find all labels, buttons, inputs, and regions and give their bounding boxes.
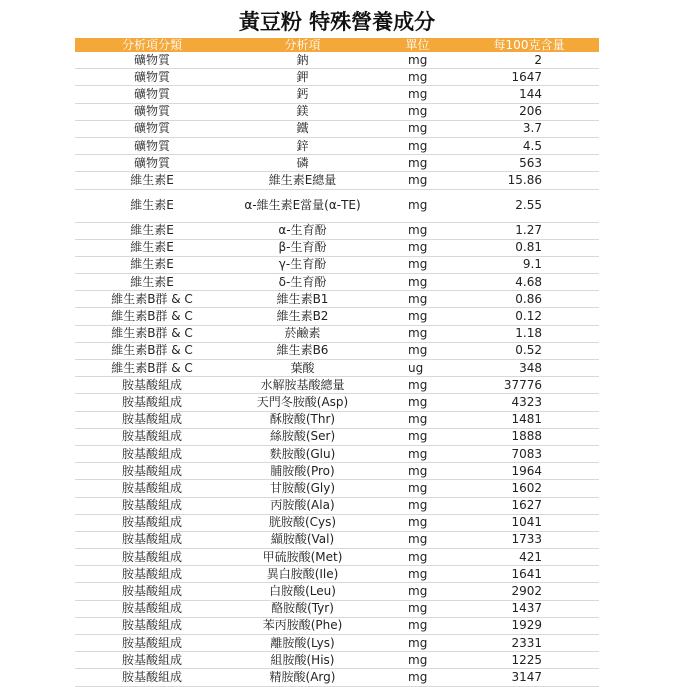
unit-cell: mg	[376, 137, 459, 154]
category-cell: 胺基酸組成	[75, 480, 229, 497]
unit-cell: mg	[376, 256, 459, 273]
table-row	[75, 155, 599, 172]
amount-cell: 0.12	[459, 308, 599, 325]
item-cell: δ-生育酚	[229, 274, 376, 291]
item-cell: 鋅	[229, 137, 376, 154]
amount-cell: 4323	[459, 394, 599, 411]
unit-cell: mg	[376, 411, 459, 428]
category-cell: 維生素E	[75, 256, 229, 273]
header-row	[75, 38, 599, 52]
header-item: 分析項	[229, 38, 376, 52]
category-cell: 胺基酸組成	[75, 566, 229, 583]
category-cell: 胺基酸組成	[75, 600, 229, 617]
unit-cell: mg	[376, 549, 459, 566]
unit-cell: mg	[376, 428, 459, 445]
unit-cell: mg	[376, 342, 459, 359]
table-row	[75, 291, 599, 308]
category-cell: 維生素B群 & C	[75, 342, 229, 359]
item-cell: 天門冬胺酸(Asp)	[229, 394, 376, 411]
category-cell: 胺基酸組成	[75, 669, 229, 686]
category-cell: 胺基酸組成	[75, 617, 229, 634]
unit-cell: mg	[376, 617, 459, 634]
category-cell: 胺基酸組成	[75, 394, 229, 411]
amount-cell: 1929	[459, 617, 599, 634]
unit-cell: mg	[376, 480, 459, 497]
item-cell: 脯胺酸(Pro)	[229, 463, 376, 480]
category-cell: 礦物質	[75, 155, 229, 172]
item-cell: 異白胺酸(Ile)	[229, 566, 376, 583]
table-row	[75, 497, 599, 514]
amount-cell: 348	[459, 360, 599, 377]
item-cell: 酪胺酸(Tyr)	[229, 600, 376, 617]
table-header	[75, 38, 599, 52]
amount-cell: 15.86	[459, 172, 599, 189]
item-cell: 白胺酸(Leu)	[229, 583, 376, 600]
unit-cell: ug	[376, 360, 459, 377]
item-cell: 維生素E總量	[229, 172, 376, 189]
unit-cell: mg	[376, 308, 459, 325]
unit-cell: mg	[376, 377, 459, 394]
unit-cell: mg	[376, 652, 459, 669]
item-cell: 精胺酸(Arg)	[229, 669, 376, 686]
table-row	[75, 635, 599, 652]
amount-cell: 7083	[459, 445, 599, 462]
unit-cell: mg	[376, 445, 459, 462]
category-cell: 維生素E	[75, 189, 229, 222]
amount-cell: 1602	[459, 480, 599, 497]
category-cell: 胺基酸組成	[75, 497, 229, 514]
table-row	[75, 583, 599, 600]
table-row	[75, 428, 599, 445]
item-cell: 菸鹼素	[229, 325, 376, 342]
unit-cell: mg	[376, 635, 459, 652]
table-row	[75, 566, 599, 583]
amount-cell: 0.81	[459, 239, 599, 256]
table-row	[75, 463, 599, 480]
table-row	[75, 52, 599, 69]
amount-cell: 3147	[459, 669, 599, 686]
item-cell: 維生素B1	[229, 291, 376, 308]
table-row	[75, 411, 599, 428]
category-cell: 維生素E	[75, 172, 229, 189]
amount-cell: 0.52	[459, 342, 599, 359]
amount-cell: 3.7	[459, 120, 599, 137]
amount-cell: 144	[459, 86, 599, 103]
amount-cell: 1.27	[459, 222, 599, 239]
item-cell: 甲硫胺酸(Met)	[229, 549, 376, 566]
unit-cell: mg	[376, 531, 459, 548]
unit-cell: mg	[376, 86, 459, 103]
amount-cell: 1225	[459, 652, 599, 669]
table-row	[75, 256, 599, 273]
amount-cell: 1.18	[459, 325, 599, 342]
unit-cell: mg	[376, 239, 459, 256]
item-cell: 磷	[229, 155, 376, 172]
table-row	[75, 480, 599, 497]
nutrition-table	[75, 38, 599, 687]
amount-cell: 2902	[459, 583, 599, 600]
item-cell: β-生育酚	[229, 239, 376, 256]
category-cell: 維生素B群 & C	[75, 291, 229, 308]
category-cell: 礦物質	[75, 86, 229, 103]
amount-cell: 1888	[459, 428, 599, 445]
table-row	[75, 69, 599, 86]
amount-cell: 0.86	[459, 291, 599, 308]
table-row	[75, 549, 599, 566]
item-cell: γ-生育酚	[229, 256, 376, 273]
amount-cell: 1481	[459, 411, 599, 428]
unit-cell: mg	[376, 120, 459, 137]
unit-cell: mg	[376, 52, 459, 69]
unit-cell: mg	[376, 566, 459, 583]
header-unit: 單位	[376, 38, 459, 52]
item-cell: 離胺酸(Lys)	[229, 635, 376, 652]
category-cell: 維生素E	[75, 222, 229, 239]
unit-cell: mg	[376, 103, 459, 120]
amount-cell: 421	[459, 549, 599, 566]
item-cell: 胱胺酸(Cys)	[229, 514, 376, 531]
table-row	[75, 222, 599, 239]
amount-cell: 2331	[459, 635, 599, 652]
header-category: 分析項分類	[75, 38, 229, 52]
unit-cell: mg	[376, 69, 459, 86]
item-cell: 組胺酸(His)	[229, 652, 376, 669]
item-cell: 苯丙胺酸(Phe)	[229, 617, 376, 634]
item-cell: 鐵	[229, 120, 376, 137]
table-row	[75, 445, 599, 462]
table-row	[75, 86, 599, 103]
amount-cell: 1041	[459, 514, 599, 531]
table-row	[75, 514, 599, 531]
category-cell: 礦物質	[75, 120, 229, 137]
table-row	[75, 342, 599, 359]
table-row	[75, 103, 599, 120]
table-row	[75, 531, 599, 548]
table-row	[75, 394, 599, 411]
unit-cell: mg	[376, 172, 459, 189]
category-cell: 胺基酸組成	[75, 652, 229, 669]
table-row	[75, 377, 599, 394]
unit-cell: mg	[376, 497, 459, 514]
category-cell: 維生素B群 & C	[75, 360, 229, 377]
category-cell: 維生素E	[75, 239, 229, 256]
category-cell: 維生素B群 & C	[75, 308, 229, 325]
amount-cell: 1627	[459, 497, 599, 514]
unit-cell: mg	[376, 274, 459, 291]
unit-cell: mg	[376, 463, 459, 480]
unit-cell: mg	[376, 155, 459, 172]
table-row	[75, 172, 599, 189]
table-row	[75, 308, 599, 325]
unit-cell: mg	[376, 291, 459, 308]
amount-cell: 37776	[459, 377, 599, 394]
item-cell: 葉酸	[229, 360, 376, 377]
category-cell: 維生素E	[75, 274, 229, 291]
item-cell: 維生素B2	[229, 308, 376, 325]
item-cell: 鈣	[229, 86, 376, 103]
category-cell: 胺基酸組成	[75, 635, 229, 652]
table-row	[75, 652, 599, 669]
unit-cell: mg	[376, 669, 459, 686]
amount-cell: 2.55	[459, 189, 599, 222]
unit-cell: mg	[376, 600, 459, 617]
amount-cell: 1641	[459, 566, 599, 583]
table-row	[75, 137, 599, 154]
category-cell: 維生素B群 & C	[75, 325, 229, 342]
amount-cell: 563	[459, 155, 599, 172]
unit-cell: mg	[376, 325, 459, 342]
category-cell: 礦物質	[75, 52, 229, 69]
category-cell: 胺基酸組成	[75, 445, 229, 462]
category-cell: 礦物質	[75, 69, 229, 86]
amount-cell: 1647	[459, 69, 599, 86]
amount-cell: 4.5	[459, 137, 599, 154]
item-cell: α-維生素E當量(α-TE)	[229, 189, 376, 222]
unit-cell: mg	[376, 189, 459, 222]
amount-cell: 1437	[459, 600, 599, 617]
category-cell: 礦物質	[75, 137, 229, 154]
table-row	[75, 120, 599, 137]
item-cell: 維生素B6	[229, 342, 376, 359]
item-cell: 鎂	[229, 103, 376, 120]
amount-cell: 1733	[459, 531, 599, 548]
item-cell: 丙胺酸(Ala)	[229, 497, 376, 514]
category-cell: 礦物質	[75, 103, 229, 120]
amount-cell: 206	[459, 103, 599, 120]
table-row	[75, 274, 599, 291]
table-row	[75, 600, 599, 617]
item-cell: 絲胺酸(Ser)	[229, 428, 376, 445]
table-row	[75, 617, 599, 634]
table-row	[75, 189, 599, 222]
category-cell: 胺基酸組成	[75, 514, 229, 531]
item-cell: α-生育酚	[229, 222, 376, 239]
table-row	[75, 360, 599, 377]
amount-cell: 2	[459, 52, 599, 69]
category-cell: 胺基酸組成	[75, 583, 229, 600]
unit-cell: mg	[376, 583, 459, 600]
item-cell: 纈胺酸(Val)	[229, 531, 376, 548]
category-cell: 胺基酸組成	[75, 531, 229, 548]
table-row	[75, 325, 599, 342]
amount-cell: 1964	[459, 463, 599, 480]
unit-cell: mg	[376, 394, 459, 411]
item-cell: 鈉	[229, 52, 376, 69]
unit-cell: mg	[376, 514, 459, 531]
page-title: 黃豆粉 特殊營養成分	[238, 10, 436, 34]
item-cell: 甘胺酸(Gly)	[229, 480, 376, 497]
category-cell: 胺基酸組成	[75, 377, 229, 394]
item-cell: 水解胺基酸總量	[229, 377, 376, 394]
unit-cell: mg	[376, 222, 459, 239]
category-cell: 胺基酸組成	[75, 411, 229, 428]
amount-cell: 4.68	[459, 274, 599, 291]
category-cell: 胺基酸組成	[75, 549, 229, 566]
item-cell: 酥胺酸(Thr)	[229, 411, 376, 428]
item-cell: 麩胺酸(Glu)	[229, 445, 376, 462]
category-cell: 胺基酸組成	[75, 428, 229, 445]
table-row	[75, 669, 599, 686]
table-row	[75, 239, 599, 256]
table-body	[75, 52, 599, 686]
category-cell: 胺基酸組成	[75, 463, 229, 480]
item-cell: 鉀	[229, 69, 376, 86]
amount-cell: 9.1	[459, 256, 599, 273]
header-amount: 每100克含量	[459, 38, 599, 52]
